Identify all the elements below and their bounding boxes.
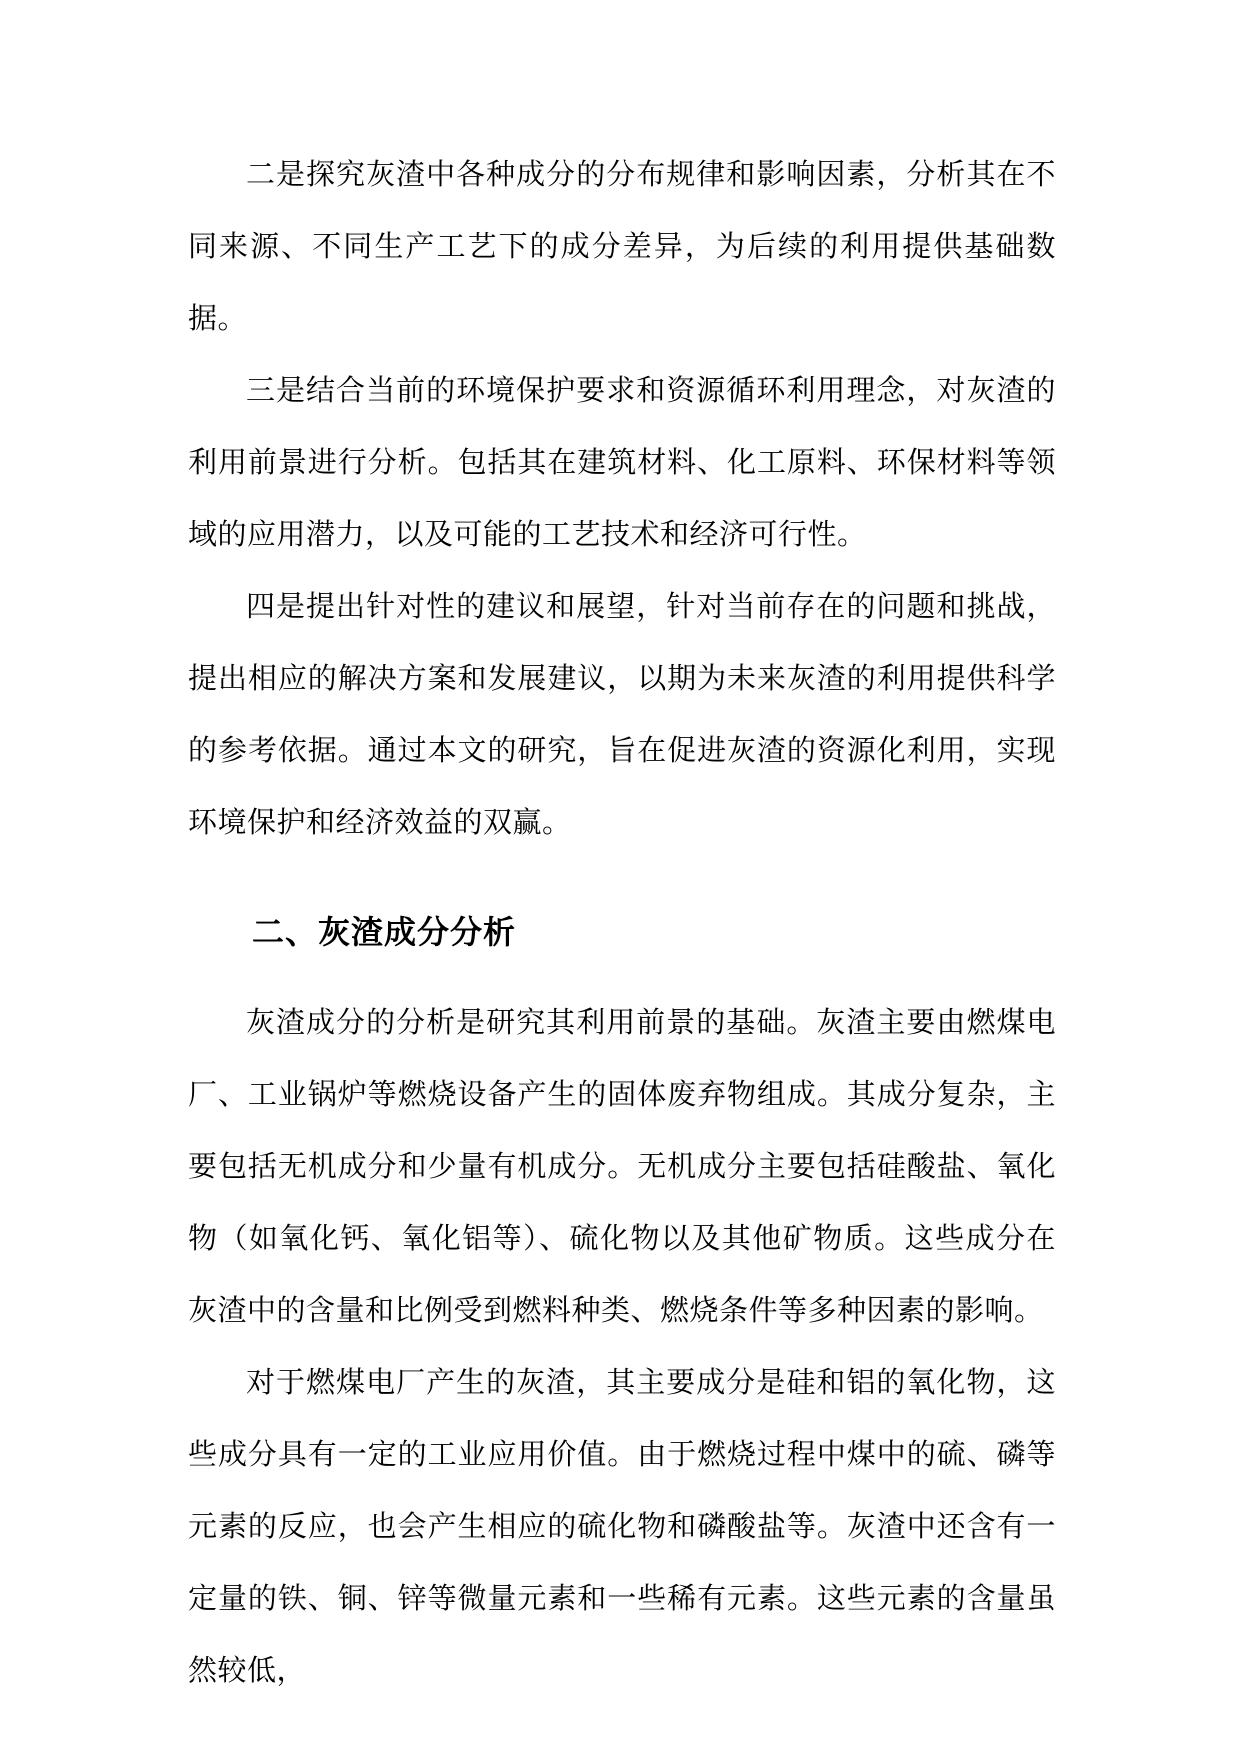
paragraph-objective-four: 四是提出针对性的建议和展望，针对当前存在的问题和挑战，提出相应的解决方案和发展建议，以期为未来灰渣的利用提供科学的参考依据。通过本文的研究，旨在促进灰渣的资源化利用，实现环境保护和经济效益的双赢。: [188, 589, 1056, 839]
paragraph-objective-three: 三是结合当前的环境保护要求和资源循环利用理念，对灰渣的利用前景进行分析。包括其在建筑材料、化工原料、环保材料等领域的应用潜力，以及可能的工艺技术和经济可行性。: [188, 373, 1056, 551]
paragraph-coal-plant-ash: 对于燃煤电厂产生的灰渣，其主要成分是硅和铝的氧化物，这些成分具有一定的工业应用价值。由于燃烧过程中煤中的硫、磷等元素的反应，也会产生相应的硫化物和磷酸盐等。灰渣中还含有一定量的铁、铜、锌等微量元素和一些稀有元素。这些元素的含量虽然较低，: [188, 1365, 1056, 1687]
document-page: [188, 138, 1056, 1706]
paragraph-composition-intro: 灰渣成分的分析是研究其利用前景的基础。灰渣主要由燃煤电厂、工业锅炉等燃烧设备产生的固体废弃物组成。其成分复杂，主要包括无机成分和少量有机成分。无机成分主要包括硅酸盐、氧化物（如氧化钙、氧化铝等）、硫化物以及其他矿物质。这些成分在灰渣中的含量和比例受到燃料种类、燃烧条件等多种因素的影响。: [188, 1005, 1056, 1327]
section-heading: 二、灰渣成分分析: [252, 913, 517, 951]
paragraph-objective-two: 二是探究灰渣中各种成分的分布规律和影响因素，分析其在不同来源、不同生产工艺下的成分差异，为后续的利用提供基础数据。: [188, 157, 1056, 335]
